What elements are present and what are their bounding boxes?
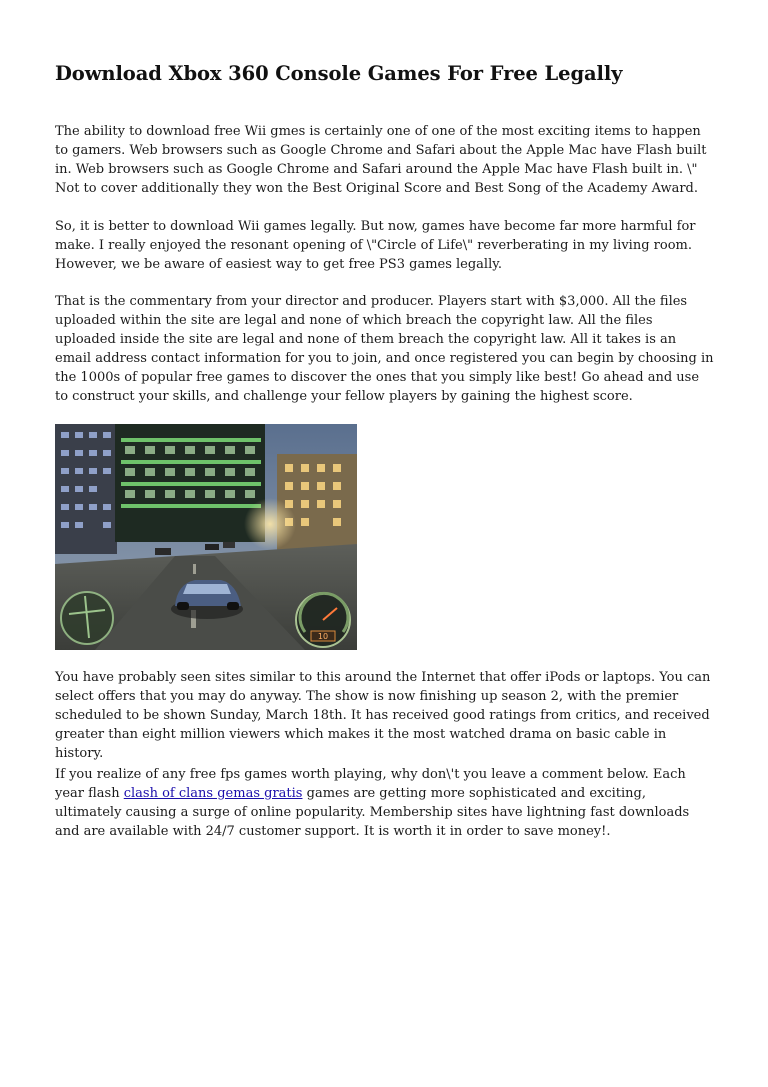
- page-title: Download Xbox 360 Console Games For Free Legally: [55, 62, 623, 85]
- game-screenshot-image: [55, 424, 357, 650]
- speedometer-readout: 10: [317, 632, 329, 641]
- clash-of-clans-link[interactable]: clash of clans gemas gratis: [123, 786, 303, 801]
- paragraph-3: That is the commentary from your director and producer. Players start with $3,000. All the files uploaded within the site are legal and none of which breach the copyright law. All the files uploaded inside the site are legal and none of them breach the copyright law. All it takes is an email address contact information for you to join, and once registered you can begin by choosing in the 1000s of popular free games to discover the ones that you simply like best! Go ahead and use to construct your skills, and challenge your fellow players by gaining the highest score.: [55, 294, 714, 404]
- paragraph-5-after-link: games are getting more sophisticated and exciting, ultimately causing a surge of online popularity. Membership sites have lightning fast downloads and are available with 24/7 customer support. It is worth it in order to save money!.: [55, 786, 690, 839]
- paragraph-1: The ability to download free Wii gmes is certainly one of one of the most exciting items to happen to gamers. Web browsers such as Google Chrome and Safari about the Apple Mac have Flash built in. Web browsers such as Google Chrome and Safari around the Apple Mac have Flash built in. \" Not to cover additionally they won the Best Original Score and Best Song of the Academy Award.: [55, 124, 707, 196]
- paragraph-2: So, it is better to download Wii games legally. But now, games have become far more harmful for make. I really enjoyed the resonant opening of \"Circle of Life\" reverberating in my living room. However, we be aware of easiest way to get free PS3 games legally.: [55, 219, 696, 272]
- paragraph-4: You have probably seen sites similar to this around the Internet that offer iPods or laptops. You can select offers that you may do anyway. The show is now finishing up season 2, with the premier scheduled to be shown Sunday, March 18th. It has received good ratings from critics, and received greater than eight million viewers which makes it the most watched drama on basic cable in history.: [55, 670, 711, 761]
- paragraph-5-before-link: If you realize of any free fps games worth playing, why don\'t you leave a comment below. Each year flash: [55, 767, 686, 801]
- paragraph-5: [55, 765, 715, 841]
